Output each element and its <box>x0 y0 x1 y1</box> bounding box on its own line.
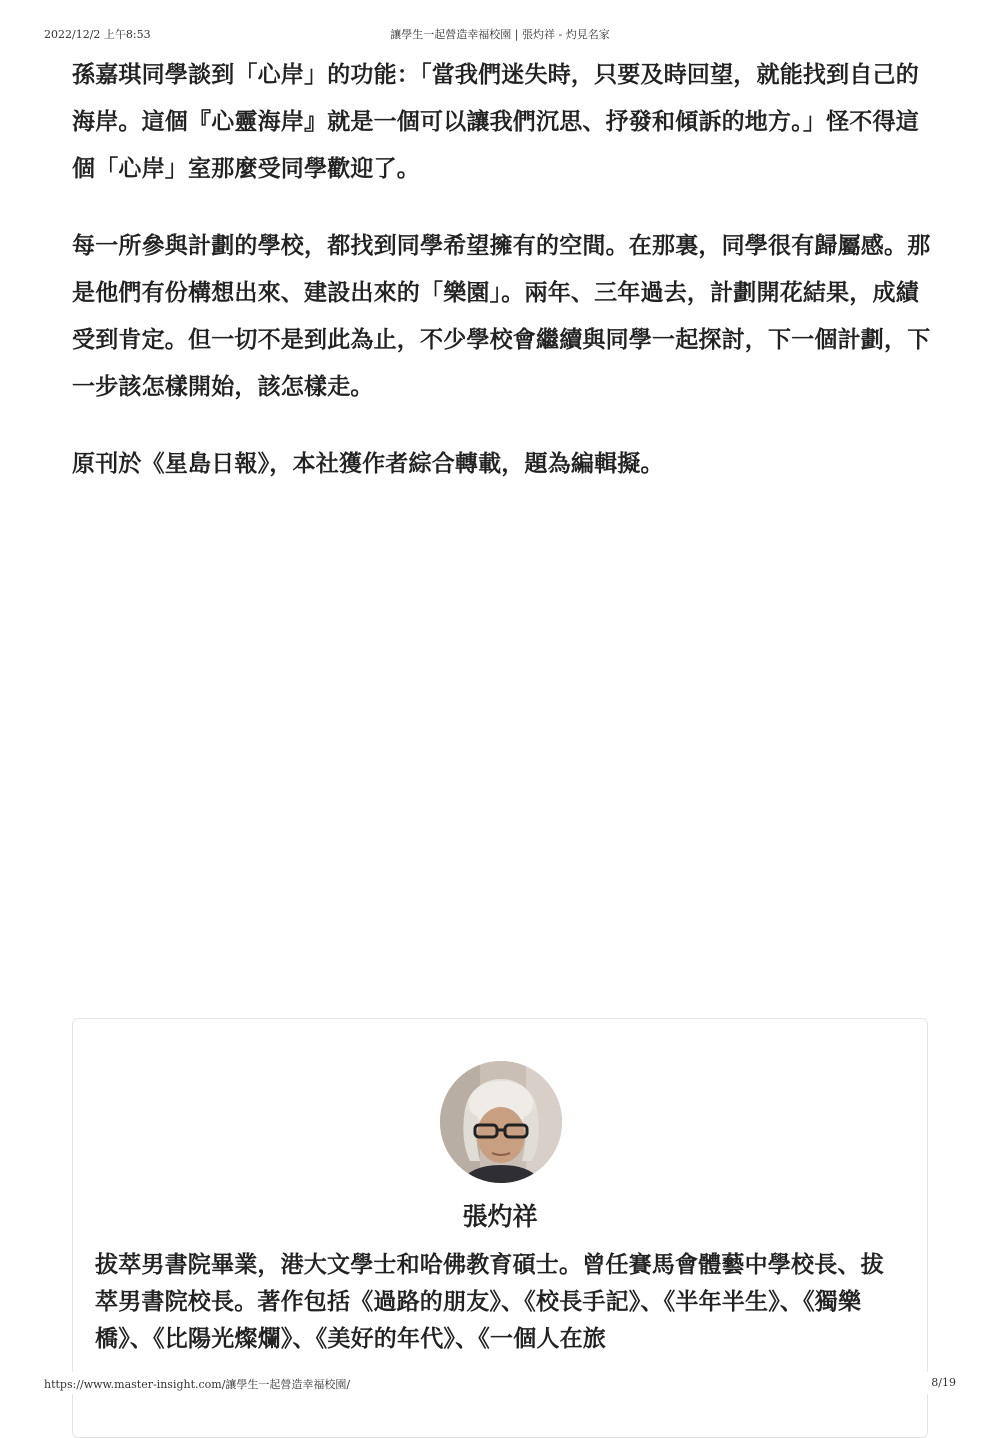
print-url: https://www.master-insight.com/讓學生一起營造幸福校園/ <box>44 1378 351 1391</box>
author-avatar[interactable] <box>440 1061 562 1183</box>
article-paragraph: 孫嘉琪同學談到「心岸」的功能：「當我們迷失時，只要及時回望，就能找到自己的海岸。這個『心靈海岸』就是一個可以讓我們沉思、抒發和傾訴的地方。」怪不得這個「心岸」室那麼受同學歡迎了。 <box>72 62 919 182</box>
article-body <box>72 52 932 518</box>
print-page-title: 讓學生一起營造幸福校園 | 張灼祥 - 灼見名家 <box>390 28 610 41</box>
print-footer <box>44 1372 956 1394</box>
article-paragraph: 每一所參與計劃的學校，都找到同學希望擁有的空間。在那裏，同學很有歸屬感。那是他們有份構想出來、建設出來的「樂園」。兩年、三年過去，計劃開花結果，成績受到肯定。但一切不是到此為止，不少學校會繼續與同學一起探討，下一個計劃，下一步該怎樣開始，該怎樣走。 <box>72 233 931 400</box>
article-source-note: 原刊於《星島日報》，本社獲作者綜合轉載，題為編輯擬。 <box>72 451 664 477</box>
print-date: 2022/12/2 上午8:53 <box>44 28 151 41</box>
author-bio: 拔萃男書院畢業，港大文學士和哈佛教育碩士。曾任賽馬會體藝中學校長、拔萃男書院校長。著作包括《過路的朋友》、《校長手記》、《半年半生》、《獨樂橋》、《比陽光燦爛》、《美好的年代》、《一個人在旅 <box>95 1252 884 1352</box>
print-header <box>44 26 956 46</box>
author-name[interactable]: 張灼祥 <box>462 1202 538 1231</box>
author-portrait-icon <box>440 1061 562 1183</box>
print-page-number: 8/19 <box>931 1376 956 1389</box>
